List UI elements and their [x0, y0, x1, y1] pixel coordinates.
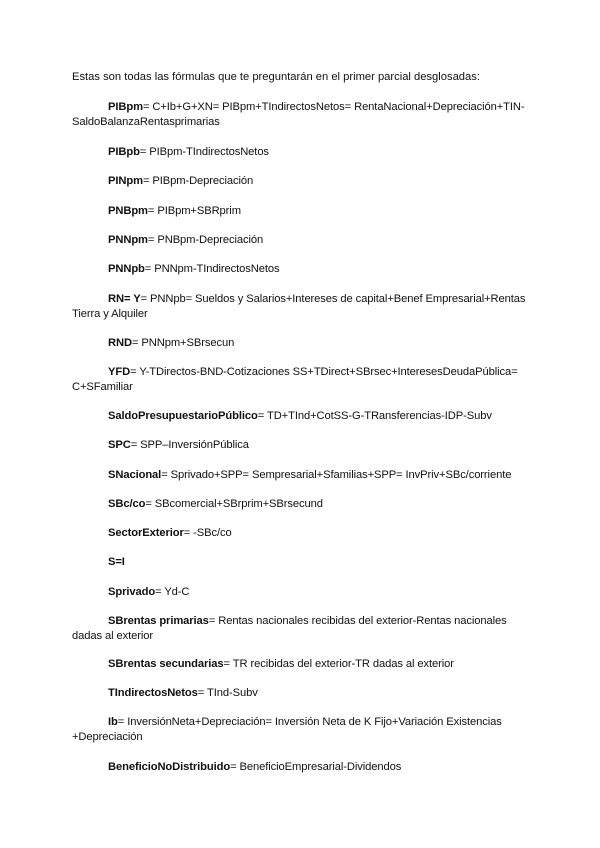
- formula-pinpm: [72, 174, 532, 189]
- formula-definition: = PNNpb= Sueldos y Salarios+Intereses de capital+Benef Empresarial+Rentas Tierra y Alquiler: [72, 293, 526, 320]
- formula-definition: = C+Ib+G+XN= PIBpm+TIndirectosNetos= RentaNacional+Depreciación+TIN-SaldoBalanzaRentasprimarias: [72, 101, 525, 128]
- formula-term: PINpm: [108, 175, 143, 187]
- formula-term: PNNpm: [108, 234, 148, 246]
- formula-term: S=I: [108, 556, 125, 568]
- formula-term: BeneficioNoDistribuido: [108, 761, 231, 773]
- formula-definition: = TR recibidas del exterior-TR dadas al exterior: [223, 658, 454, 670]
- formula-definition: = PNNpm+SBrsecun: [131, 337, 235, 349]
- formula-term: SectorExterior: [108, 527, 184, 539]
- formula-definition: = Sprivado+SPP= Sempresarial+Sfamilias+SPP= InvPriv+SBc/corriente: [161, 469, 512, 481]
- formula-definition: = PIBpm-TIndirectosNetos: [139, 146, 269, 158]
- formula-spc: [72, 438, 532, 453]
- formula-pnnpm: [72, 233, 532, 248]
- formula-definition: = Y-TDirectos-BND-Cotizaciones SS+TDirect+SBrsec+InteresesDeudaPública= C+SFamiliar: [72, 366, 518, 393]
- formula-term: PIBpm: [108, 101, 143, 113]
- formula-rnd: [72, 336, 532, 351]
- formula-pnnpb: [72, 262, 532, 277]
- formula-pibpm: [72, 100, 532, 130]
- formula-tindirectos-netos: [72, 686, 532, 701]
- formula-rn: [72, 292, 532, 322]
- formula-snacional: [72, 468, 532, 483]
- formula-definition: = TD+TInd+CotSS-G-TRansferencias-IDP-Subv: [257, 410, 492, 422]
- formula-definition: = PNBpm-Depreciación: [147, 234, 264, 246]
- formula-s-i: [72, 555, 532, 570]
- formula-sector-exterior: [72, 526, 532, 541]
- formula-term: PIBpb: [108, 146, 140, 158]
- formula-pibpb: [72, 145, 532, 160]
- formula-ib: [72, 715, 532, 745]
- formula-definition: = InversiónNeta+Depreciación= Inversión Neta de K Fijo+Variación Existencias +Depreciación: [72, 716, 502, 743]
- formula-term: SNacional: [108, 469, 162, 481]
- formula-saldo-presupuestario: [72, 409, 532, 424]
- formula-term: SaldoPresupuestarioPúblico: [108, 410, 258, 422]
- formula-sbrentas-secundarias: [72, 657, 532, 672]
- formula-sbc-co: [72, 497, 532, 512]
- formula-definition: = SBcomercial+SBrprim+SBrsecund: [145, 498, 323, 510]
- intro-text: Estas son todas las fórmulas que te preguntarán en el primer parcial desglosadas:: [72, 71, 480, 83]
- formula-beneficio-no-distribuido: [72, 760, 532, 775]
- formula-definition: = -SBc/co: [183, 527, 232, 539]
- formula-definition: = BeneficioEmpresarial-Dividendos: [230, 761, 402, 773]
- formula-term: SPC: [108, 439, 131, 451]
- formula-term: RND: [108, 337, 132, 349]
- formula-definition: = PNNpm-TIndirectosNetos: [144, 263, 280, 275]
- formula-definition: = Rentas nacionales recibidas del exterior-Rentas nacionales dadas al exterior: [72, 615, 507, 642]
- formula-term: Sprivado: [108, 586, 156, 598]
- formula-sprivado: [72, 585, 532, 600]
- formula-term: Ib: [108, 716, 118, 728]
- formula-definition: = Yd-C: [155, 586, 190, 598]
- formula-term: SBc/co: [108, 498, 146, 510]
- formula-yfd: [72, 365, 532, 395]
- formula-term: YFD: [108, 366, 131, 378]
- formula-term: PNBpm: [108, 205, 148, 217]
- formula-definition: = SPP–InversiónPública: [130, 439, 249, 451]
- formula-term: SBrentas primarias: [108, 615, 209, 627]
- formula-term: RN= Y: [108, 293, 141, 305]
- formula-term: SBrentas secundarias: [108, 658, 224, 670]
- formula-sbrentas-primarias: [72, 614, 532, 644]
- formula-definition: = PIBpm+SBRprim: [147, 205, 241, 217]
- formula-term: PNNpb: [108, 263, 145, 275]
- formula-pnbpm: [72, 204, 532, 219]
- formula-definition: = PIBpm-Depreciación: [142, 175, 254, 187]
- formula-definition: = TInd-Subv: [197, 687, 258, 699]
- formula-term: TIndirectosNetos: [108, 687, 198, 699]
